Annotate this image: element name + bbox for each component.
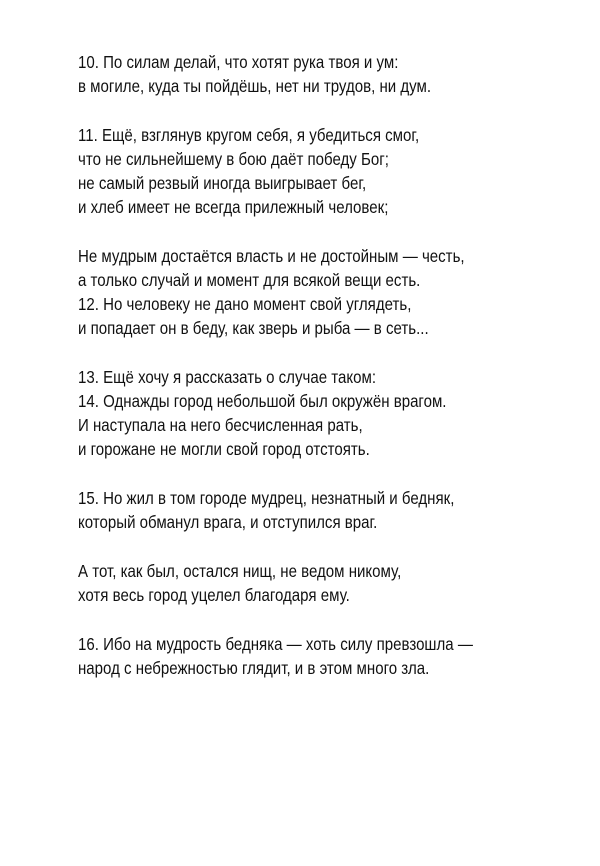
poem-line: 16. Ибо на мудрость бедняка — хоть силу превзошла — — [78, 634, 473, 654]
poem-line: не самый резвый иногда выигрывает бег, — [78, 173, 367, 193]
stanza — [78, 559, 508, 607]
poem-line: 10. По силам делай, что хотят рука твоя и ум: — [78, 52, 399, 72]
poem-line: И наступала на него бесчисленная рать, — [78, 415, 363, 435]
poem-line: а только случай и момент для всякой вещи есть. — [78, 270, 421, 290]
poem-line: Не мудрым достаётся власть и не достойным — честь, — [78, 246, 465, 266]
stanza — [78, 123, 508, 219]
stanza — [78, 365, 508, 461]
stanza — [78, 486, 508, 534]
stanza — [78, 50, 508, 98]
poem-line: и попадает он в беду, как зверь и рыба — в сеть... — [78, 318, 429, 338]
poem-text — [78, 50, 508, 705]
poem-line: 13. Ещё хочу я рассказать о случае таком: — [78, 367, 377, 387]
poem-line: что не сильнейшему в бою даёт победу Бог; — [78, 149, 389, 169]
poem-line: хотя весь город уцелел благодаря ему. — [78, 585, 350, 605]
poem-line: 12. Но человеку не дано момент свой углядеть, — [78, 294, 412, 314]
poem-line: и хлеб имеет не всегда прилежный человек; — [78, 197, 389, 217]
stanza — [78, 244, 508, 340]
poem-line: который обманул врага, и отступился враг. — [78, 512, 378, 532]
poem-line: народ с небрежностью глядит, и в этом много зла. — [78, 658, 430, 678]
poem-line: 14. Однажды город небольшой был окружён врагом. — [78, 391, 447, 411]
stanza — [78, 632, 508, 680]
poem-line: в могиле, куда ты пойдёшь, нет ни трудов, ни дум. — [78, 76, 432, 96]
poem-line: и горожане не могли свой город отстоять. — [78, 439, 370, 459]
poem-line: 11. Ещё, взглянув кругом себя, я убедиться смог, — [78, 125, 420, 145]
poem-line: 15. Но жил в том городе мудрец, незнатный и бедняк, — [78, 488, 455, 508]
poem-line: А тот, как был, остался нищ, не ведом никому, — [78, 561, 402, 581]
